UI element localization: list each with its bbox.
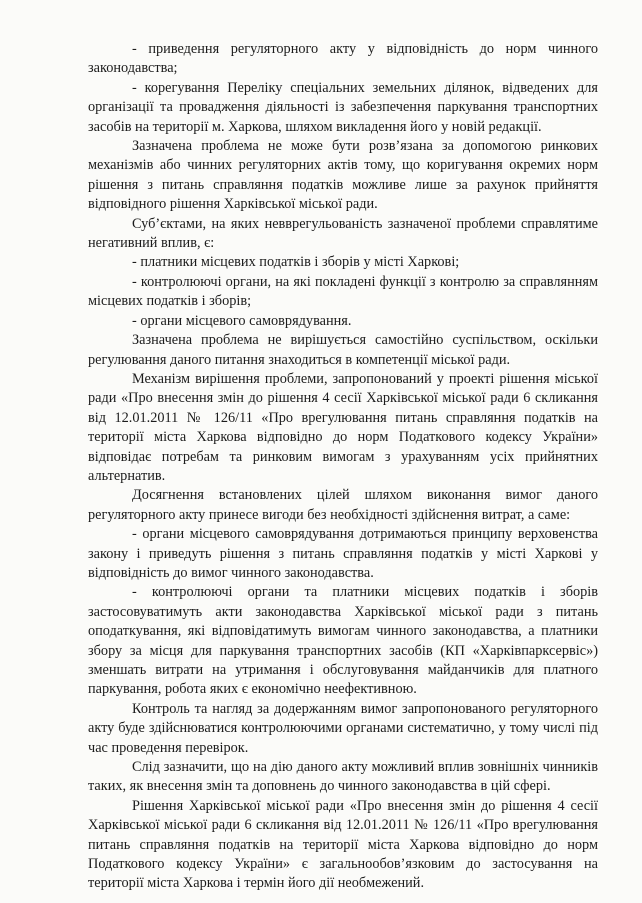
paragraph-12: - контролюючі органи та платники місцевих податків і зборів застосовуватимуть акти законодавства Харківської міської ради з питань оподаткування, які відповідатимуть вимогам чинного законодавства, а платники збору за місця для паркування транспортних засобів (КП «Харківпарксервіс») зменшать витрати на утримання і обслуговування майданчиків для платного паркування, робота яких є економічно неефективною. [88,584,598,698]
paragraph-14: Слід зазначити, що на дію даного акту можливий вплив зовнішніх чинників таких, як внесення змін та доповнень до чинного законодавства в цій сфері. [88,759,598,795]
paragraph-11: - органи місцевого самоврядування дотримаються принципу верховенства закону і приведуть рішення з питань справляння податків у місті Харкові у відповідність до вимог чинного законодавства. [88,526,598,581]
paragraph-3: Зазначена проблема не може бути розв’язана за допомогою ринкових механізмів або чинних регуляторних актів тому, що коригування окремих норм рішення з питань справляння податків можливе лише за рахунок прийняття відповідного рішення Харківської міської ради. [88,138,598,213]
paragraph-6: - контролюючі органи, на які покладені функції з контролю за справлянням місцевих податків і зборів; [88,273,598,310]
paragraph-9: Механізм вирішення проблеми, запропонований у проекті рішення міської ради «Про внесення змін до рішення 4 сесії Харківської міської ради 6 скликання від 12.01.2011 № 126/11 «Про врегулювання питань справляння податків на території міста Харкова відповідно до норм Податкового кодексу України» відповідає потребам та ринковим вимогам з урахуванням усіх прийнятних альтернатив. [88,370,598,484]
paragraph-5: - платники місцевих податків і зборів у місті Харкові; [132,254,460,271]
paragraph-8: Зазначена проблема не вирішується самостійно суспільством, оскільки регулювання даного питання знаходиться в компетенції міської ради. [88,332,598,368]
paragraph-10: Досягнення встановлених цілей шляхом виконання вимог даного регуляторного акту принесе вигоди без необхідності здійснення витрат, а саме: [88,487,598,523]
paragraph-2: - корегування Переліку спеціальних земельних ділянок, відведених для організації та провадження діяльності із забезпечення паркування транспортних засобів на території м. Харкова, шляхом викладення його у новій редакції. [88,79,598,135]
paragraph-15: Рішення Харківської міської ради «Про внесення змін до рішення 4 сесії Харківської міської ради 6 скликання від 12.01.2011 № 126/11 «Про врегулювання питань справляння податків на території міста Харкова відповідно до норм Податкового кодексу України» є загальнообов’язковим до застосування на території міста Харкова і термін його дії необмежений. [88,797,598,892]
paragraph-1: - приведення регуляторного акту у відповідність до норм чинного законодавства; [88,41,598,77]
paragraph-7: - органи місцевого самоврядування. [132,312,352,329]
paragraph-4: Суб’єктами, на яких невврегульованість зазначеної проблеми справлятиме негативний вплив, є: [88,215,598,252]
paragraph-13: Контроль та нагляд за додержанням вимог запропонованого регуляторного акту буде здійснюватися контролюючими органами систематично, у тому числі під час проведення перевірок. [88,700,598,756]
